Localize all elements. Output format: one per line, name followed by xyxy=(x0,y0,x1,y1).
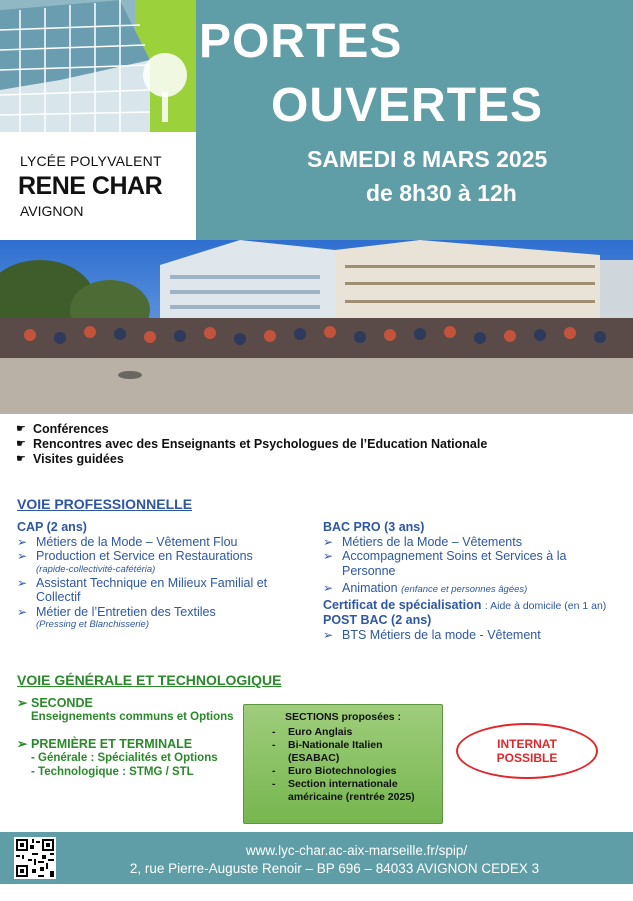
footer-bar xyxy=(0,832,633,884)
list-item: - Bi-Nationale Italien (ESABAC) xyxy=(272,739,383,764)
event-date: SAMEDI 8 MARS 2025 xyxy=(307,146,548,172)
cap-column xyxy=(17,520,297,631)
cap-label: CAP (2 ans) xyxy=(17,520,87,534)
sections-title: SECTIONS proposées : xyxy=(284,711,402,723)
generale-line: - Générale : Spécialités et Options xyxy=(31,752,218,764)
certificat-line: Certificat de spécialisation : Aide à domicile (en 1 an) xyxy=(323,597,607,612)
list-item: ➢ Métier de l’Entretien des Textiles xyxy=(17,604,216,619)
school-name: RENE CHAR xyxy=(18,172,163,200)
event-time: de 8h30 à 12h xyxy=(366,180,517,206)
bac-pro-label: BAC PRO (3 ans) xyxy=(323,520,425,534)
voie-gen-title: VOIE GÉNÉRALE ET TECHNOLOGIQUE xyxy=(17,672,282,688)
list-item: ➢ Assistant Technique en Milieux Familial et Collectif xyxy=(17,575,268,604)
chevron-right-icon: ➢ xyxy=(323,581,334,595)
list-item: ➢ Accompagnement Soins et Services à la Personne xyxy=(323,549,567,578)
list-item: ☛ Rencontres avec des Enseignants et Psychologues de l’Education Nationale xyxy=(16,436,488,451)
chevron-right-icon: ➢ xyxy=(323,549,334,563)
item-note: (Pressing et Blanchisserie) xyxy=(36,619,149,630)
list-item: ➢ BTS Métiers de la mode - Vêtement xyxy=(323,627,541,642)
school-type: LYCÉE POLYVALENT xyxy=(20,153,162,169)
activities-list xyxy=(16,421,487,466)
chevron-right-icon: ➢ xyxy=(17,575,28,590)
voie-pro-title: VOIE PROFESSIONNELLE xyxy=(17,496,193,512)
title-line-1: PORTES xyxy=(199,15,403,68)
list-item: - Section internationale américaine (rentrée 2025) xyxy=(272,778,415,803)
list-item: ☛ Visites guidées xyxy=(16,451,124,466)
list-item: ➢ Production et Service en Restaurations xyxy=(17,549,253,563)
list-item: ➢ SECONDE xyxy=(17,696,93,710)
chevron-right-icon: ➢ xyxy=(17,549,28,563)
bac-pro-column xyxy=(323,520,623,642)
pointing-hand-icon: ☛ xyxy=(16,453,26,465)
postal-address: 2, rue Pierre-Auguste Renoir – BP 696 – 84033 AVIGNON CEDEX 3 xyxy=(129,861,540,876)
list-item: ➢ Animation (enfance et personnes âgées) xyxy=(323,581,623,598)
group-photo xyxy=(0,240,633,414)
seconde-subtitle: Enseignements communs et Options xyxy=(31,711,234,723)
voie-gen-content xyxy=(17,696,234,779)
school-city: AVIGNON xyxy=(20,203,84,219)
chevron-right-icon: ➢ xyxy=(17,534,28,549)
pointing-hand-icon: ☛ xyxy=(16,438,26,450)
school-logo-block xyxy=(0,0,196,240)
header-banner xyxy=(0,0,633,240)
school-building-logo xyxy=(0,0,196,132)
website-link[interactable]: www.lyc-char.ac-aix-marseille.fr/spip/ xyxy=(245,843,468,858)
chevron-right-icon: ➢ xyxy=(17,696,28,710)
chevron-right-icon: ➢ xyxy=(17,737,28,751)
list-item: ☛ Conférences xyxy=(16,421,109,436)
chevron-right-icon: ➢ xyxy=(17,604,28,619)
pointing-hand-icon: ☛ xyxy=(16,423,26,435)
chevron-right-icon: ➢ xyxy=(323,534,334,549)
list-item: ➢ Métiers de la Mode – Vêtement Flou xyxy=(17,534,238,549)
list-item: - Euro Biotechnologies xyxy=(272,765,397,777)
post-bac-label: POST BAC (2 ans) xyxy=(323,613,432,627)
technologique-line: - Technologique : STMG / STL xyxy=(31,766,194,778)
chevron-right-icon: ➢ xyxy=(323,627,334,642)
list-item: - Euro Anglais xyxy=(272,726,353,738)
list-item: ➢ Métiers de la Mode – Vêtements xyxy=(323,534,522,549)
title-line-2: OUVERTES xyxy=(271,79,544,132)
item-note: (rapide-collectivité-cafétéria) xyxy=(36,563,156,575)
internat-badge: INTERNAT POSSIBLE xyxy=(456,723,598,779)
sections-box xyxy=(243,704,443,824)
list-item: ➢ PREMIÈRE ET TERMINALE xyxy=(17,737,193,751)
